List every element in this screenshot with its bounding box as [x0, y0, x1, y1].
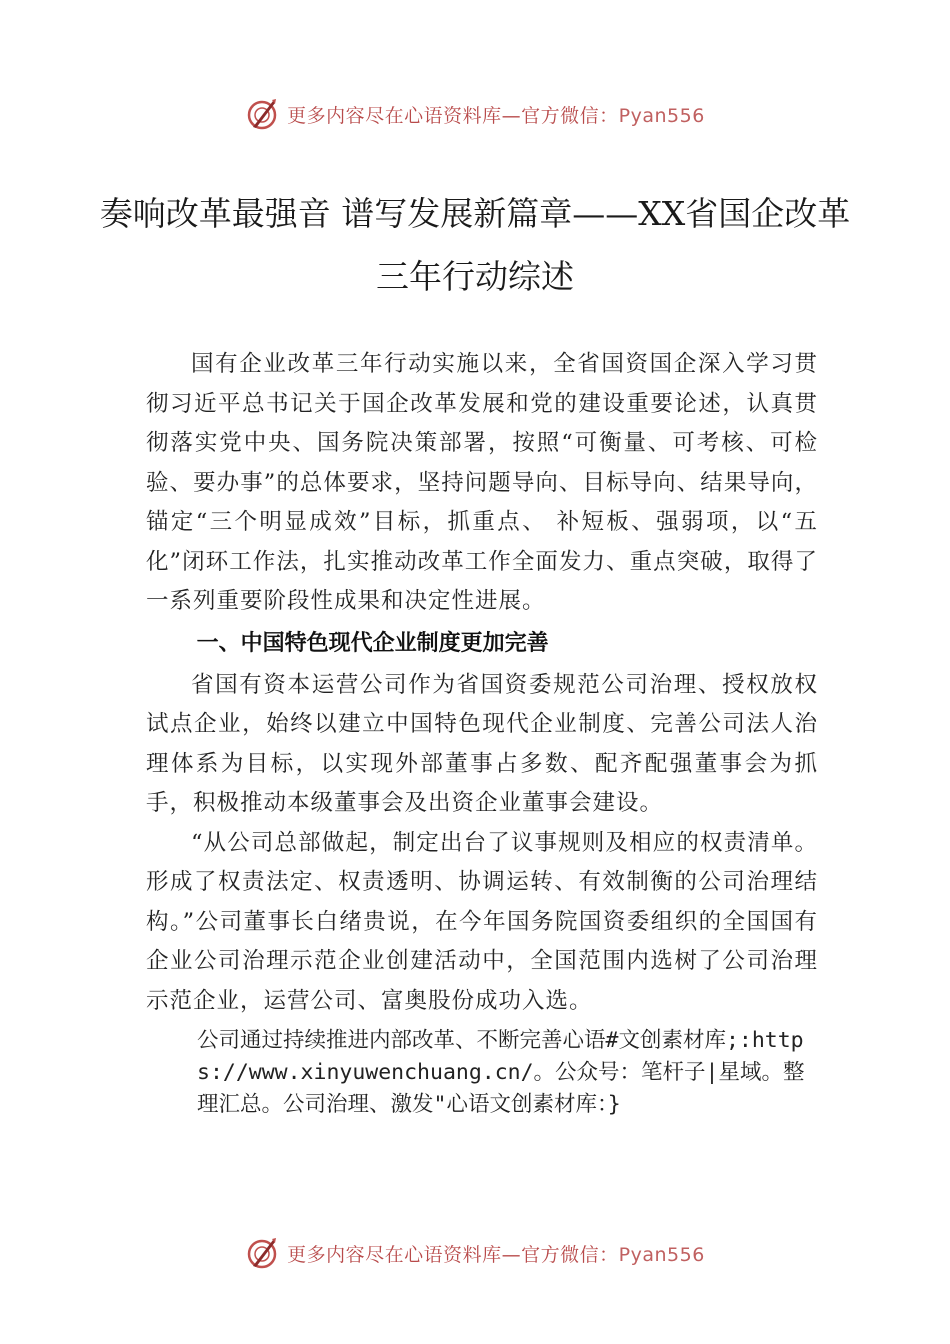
banner-text: 更多内容尽在心语资料库—官方微信：Pyan556: [287, 1243, 705, 1266]
section-paragraph-1: 省国有资本运营公司作为省国资委规范公司治理、授权放权试点企业，始终以建立中国特色现代企业制度、完善公司法人治理体系为目标，以实现外部董事占多数、配齐配强董事会为抓手，积极推动本级董事会及出资企业董事会建设。: [146, 671, 818, 816]
header-banner: [0, 94, 950, 134]
inserted-note: 公司通过持续推进内部改革、不断完善心语#文创素材库;:https://www.xinyuwenchuang.cn/。公众号：笔杆子|星域。整理汇总。公司治理、激发"心语文创素材库：}: [197, 1028, 805, 1117]
wechat-account: Pyan556: [618, 1243, 705, 1266]
quill-logo-icon: [245, 97, 279, 131]
article-body: [146, 345, 818, 1121]
banner-text: 更多内容尽在心语资料库—官方微信：Pyan556: [287, 104, 705, 127]
wechat-account: Pyan556: [618, 104, 705, 127]
footer-banner: [0, 1233, 950, 1273]
page-title: 奏响改革最强音 谱写发展新篇章——XX省国企改革三年行动综述: [99, 194, 851, 296]
quill-logo-icon: [245, 1236, 279, 1270]
section-paragraph-2: “从公司总部做起，制定出台了议事规则及相应的权责清单。形成了权责法定、权责透明、协调运转、有效制衡的公司治理结构。”公司董事长白绪贵说，在今年国务院国资委组织的全国国有企业公司治理示范企业创建活动中，全国范围内选树了公司治理示范企业，运营公司、富奥股份成功入选。: [146, 829, 818, 1014]
intro-paragraph: 国有企业改革三年行动实施以来，全省国资国企深入学习贯彻习近平总书记关于国企改革发展和党的建设重要论述，认真贯彻落实党中央、国务院决策部署，按照“可衡量、可考核、可检验、要办事”的总体要求，坚持问题导向、目标导向、结果导向，锚定“三个明显成效”目标，抓重点、 补短板、强弱项，以“五化”闭环工作法，扎实推动改革工作全面发力、重点突破，取得了一系列重要阶段性成果和决定性进展。: [146, 351, 818, 614]
section-heading: 一、中国特色现代企业制度更加完善: [196, 630, 549, 656]
